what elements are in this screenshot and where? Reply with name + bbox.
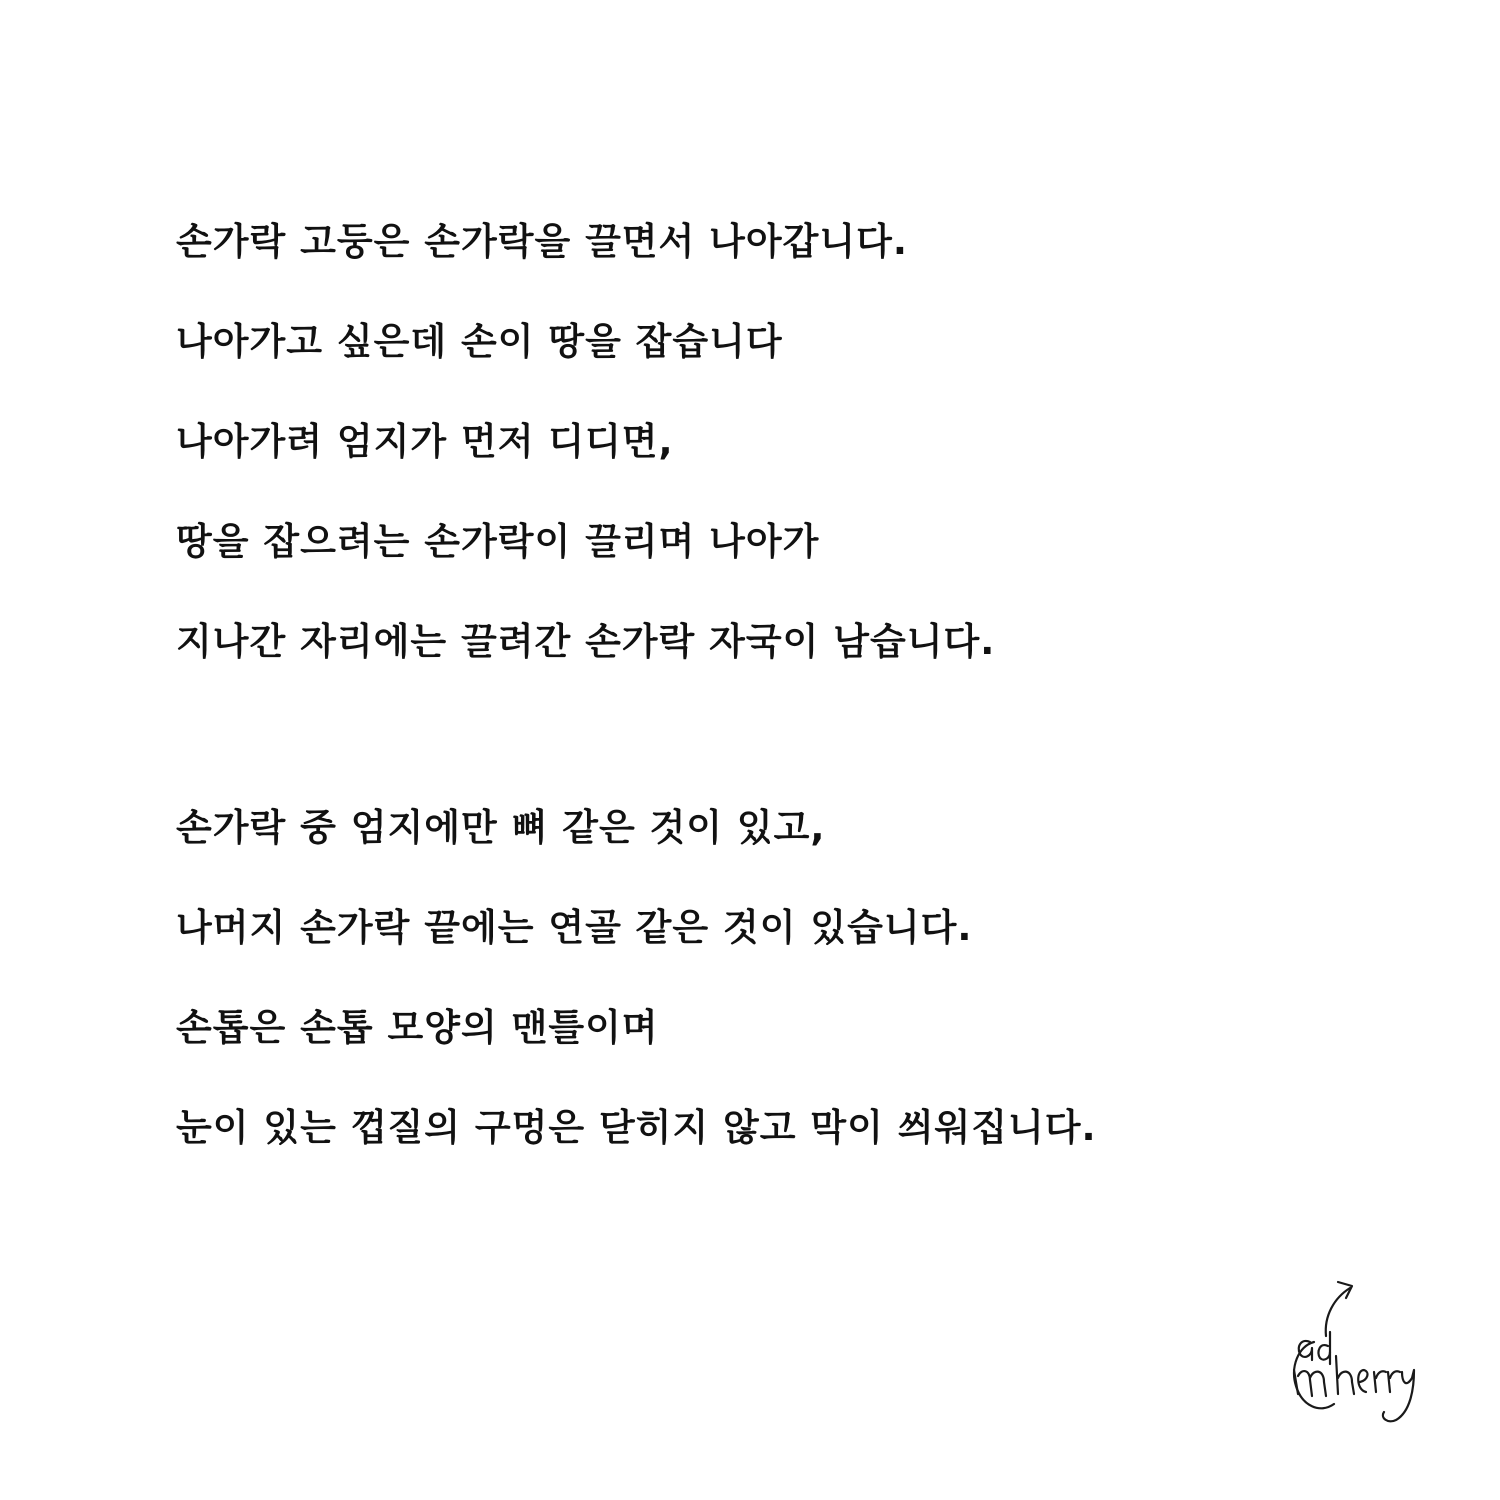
cherry-signature-icon (1280, 1272, 1420, 1432)
poem-line: 땅을 잡으려는 손가락이 끌리며 나아가 (176, 520, 820, 563)
signature-logo (1280, 1272, 1420, 1432)
poem-line: 나아가려 엄지가 먼저 디디면, (176, 420, 674, 463)
poem-line: 지나간 자리에는 끌려간 손가락 자국이 남습니다. (176, 620, 996, 663)
poem-line: 손톱은 손톱 모양의 맨틀이며 (176, 1006, 659, 1049)
poem-line: 나아가고 싶은데 손이 땅을 잡습니다 (176, 320, 783, 363)
poem-line: 나머지 손가락 끝에는 연골 같은 것이 있습니다. (176, 906, 973, 949)
poem-line: 손가락 중 엄지에만 뼈 같은 것이 있고, (176, 806, 826, 849)
poem-line: 눈이 있는 껍질의 구멍은 닫히지 않고 막이 씌워집니다. (176, 1106, 1097, 1149)
poem-line: 손가락 고둥은 손가락을 끌면서 나아갑니다. (176, 220, 908, 263)
